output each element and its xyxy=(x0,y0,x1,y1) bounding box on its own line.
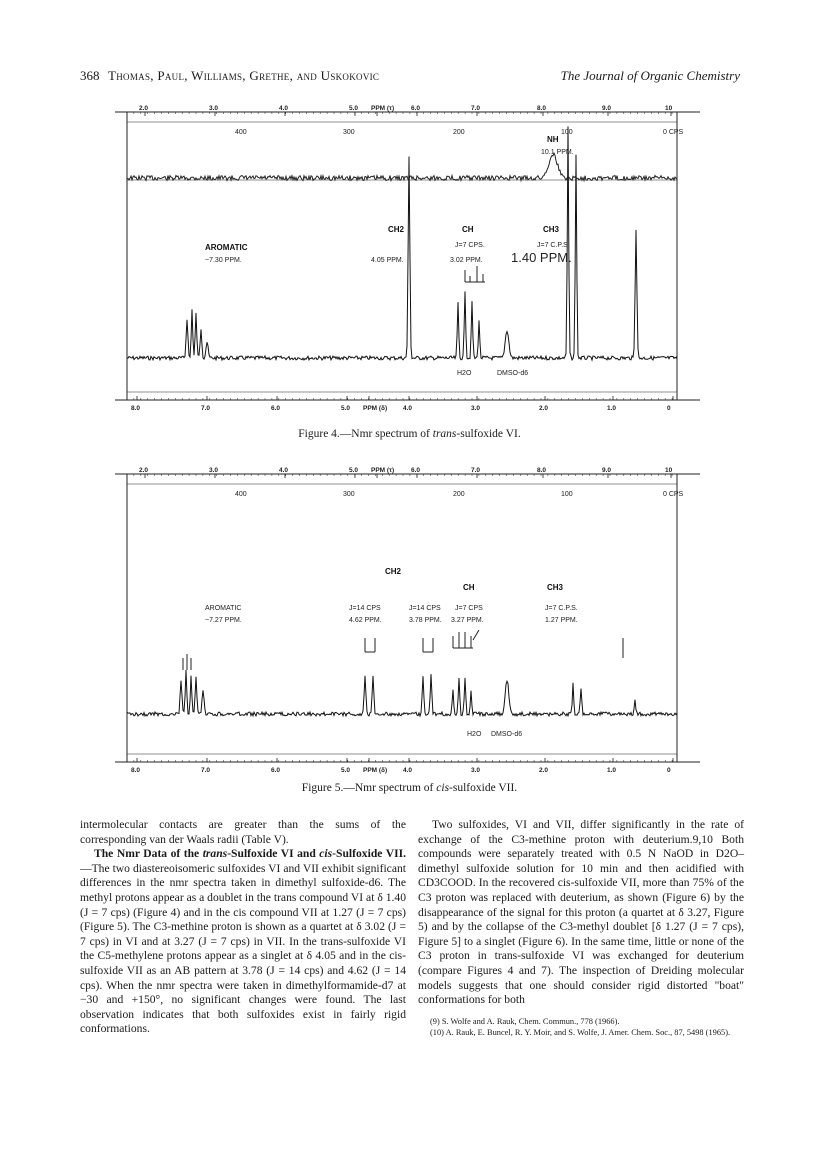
figure-4-svg xyxy=(115,100,700,418)
top-tick-label: PPM (τ) xyxy=(371,105,395,112)
top-tick-label: 7.0 xyxy=(471,467,481,474)
top-tick-label: 8.0 xyxy=(537,105,547,112)
top-tick-label: 2.0 xyxy=(139,105,149,112)
top-tick-label: 5.0 xyxy=(349,105,359,112)
figure-5-bottom-axis xyxy=(127,758,673,774)
running-header xyxy=(80,68,740,88)
caption-compound: trans xyxy=(432,428,457,440)
top-tick-label: 9.0 xyxy=(602,467,612,474)
figure-4-caption xyxy=(0,428,819,440)
bottom-tick-label: 7.0 xyxy=(201,405,211,412)
section-paragraph xyxy=(80,847,406,1037)
hz-tick-label: 200 xyxy=(453,491,465,498)
page-number: 368 xyxy=(80,68,100,83)
bottom-tick-label: 8.0 xyxy=(131,405,141,412)
caption-compound: cis xyxy=(436,782,450,794)
top-tick-label: 10 xyxy=(665,105,673,112)
figure-4-top-axis xyxy=(127,105,673,116)
hz-tick-label: 400 xyxy=(235,491,247,498)
ch3-value: 1.40 PPM. xyxy=(511,250,572,265)
caption-suffix: -sulfoxide VI. xyxy=(456,428,521,440)
top-tick-label: 3.0 xyxy=(209,467,219,474)
top-tick-label: 5.0 xyxy=(349,467,359,474)
top-tick-label: 4.0 xyxy=(279,467,289,474)
figure-4-hz-axis xyxy=(235,129,684,136)
top-tick-label: 9.0 xyxy=(602,105,612,112)
ch-value: 3.27 PPM. xyxy=(451,617,484,624)
bottom-tick-label: 6.0 xyxy=(271,405,281,412)
ch-j: J=7 CPS. xyxy=(455,242,485,249)
top-tick-label: 8.0 xyxy=(537,467,547,474)
bottom-tick-label: 7.0 xyxy=(201,767,211,774)
bottom-tick-label: 0 xyxy=(667,405,671,412)
top-tick-label: 3.0 xyxy=(209,105,219,112)
bottom-tick-label: PPM (δ) xyxy=(363,767,388,774)
footnotes xyxy=(418,1016,744,1038)
ch3-label: CH3 xyxy=(543,225,560,234)
aromatic-value: ~7.27 PPM. xyxy=(205,617,242,624)
ch3-j: J=7 C.P.S. xyxy=(545,605,578,612)
dmso-label: DMSO-d6 xyxy=(491,731,523,738)
figure-5-hz-axis xyxy=(235,491,684,498)
ch2a-value: 4.62 PPM. xyxy=(349,617,382,624)
figure-5-svg xyxy=(115,462,700,780)
bottom-tick-label: PPM (δ) xyxy=(363,405,388,412)
ch3-value: 1.27 PPM. xyxy=(545,617,578,624)
right-column xyxy=(418,818,744,1038)
top-tick-label: 7.0 xyxy=(471,105,481,112)
ch2-label: CH2 xyxy=(385,567,402,576)
top-tick-label: 4.0 xyxy=(279,105,289,112)
aromatic-label: AROMATIC xyxy=(205,243,248,252)
paragraph: intermolecular contacts are greater than the sums of the corresponding van der Waals radii (Table V). xyxy=(80,818,406,846)
top-tick-label: 10 xyxy=(665,467,673,474)
top-tick-label: 6.0 xyxy=(411,467,421,474)
bottom-tick-label: 4.0 xyxy=(403,405,413,412)
hz-tick-label: 200 xyxy=(453,129,465,136)
bottom-tick-label: 8.0 xyxy=(131,767,141,774)
ch2b-value: 3.78 PPM. xyxy=(409,617,442,624)
nh-label: NH xyxy=(547,135,559,144)
bottom-tick-label: 2.0 xyxy=(539,767,549,774)
figure-5-spectrum-trace xyxy=(127,670,677,716)
section-heading: -Sulfoxide VII. xyxy=(332,847,406,861)
caption-prefix: Figure 5.—Nmr spectrum of xyxy=(301,782,437,794)
bottom-tick-label: 3.0 xyxy=(471,405,481,412)
aromatic-label: AROMATIC xyxy=(205,605,242,612)
bottom-tick-label: 6.0 xyxy=(271,767,281,774)
top-tick-label: PPM (τ) xyxy=(371,467,395,474)
footnote-9: (9) S. Wolfe and A. Rauk, Chem. Commun., 778 (1966). xyxy=(430,1016,620,1026)
ch-label: CH xyxy=(463,583,475,592)
h2o-label: H2O xyxy=(467,731,482,738)
coupling-diagrams xyxy=(183,630,623,670)
section-heading: The Nmr Data of the xyxy=(94,847,203,861)
bottom-tick-label: 0 xyxy=(667,767,671,774)
top-tick-label: 6.0 xyxy=(411,105,421,112)
section-heading-italic: trans xyxy=(202,847,228,861)
figure-5-spectrum xyxy=(115,462,700,794)
bottom-tick-label: 5.0 xyxy=(341,405,351,412)
ch3-j: J=7 C.P.S. xyxy=(537,242,570,249)
paragraph: —The two diastereoisomeric sulfoxides VI and VII exhibit significant differences in the nmr spectra taken in dimethyl sulfoxide-d6. The methyl protons appear as a doublet in the trans compound VI at δ 1.40 (J = 7 cps) (Figure 4) and in the cis compound VII at 1.27 (J = 7 cps) (Figure 5). The C3-methine proton is shown as a quartet at δ 3.02 (J = 7 cps) in VI and at 3.27 (J = 7 cps) in VII. In the trans-sulfoxide VI the C5-methylene protons appear as a singlet at δ 4.05 and in the cis-sulfoxide VII as an AB pattern at 3.78 (J = 14 cps) and 4.62 (J = 14 cps). When the nmr spectra were taken in dimethylformamide-d7 at −30 and +150°, no significant changes were found. The last observation indicates that both sulfoxides exist in fairly rigid conformations. xyxy=(80,861,406,1036)
section-heading-italic: cis xyxy=(319,847,333,861)
author-list: Thomas, Paul, Williams, Grethe, and Uskokovic xyxy=(108,68,380,83)
bottom-tick-label: 2.0 xyxy=(539,405,549,412)
ch-quartet-diagram xyxy=(465,266,485,282)
bottom-tick-label: 4.0 xyxy=(403,767,413,774)
ch-value: 3.02 PPM. xyxy=(450,257,483,264)
bottom-tick-label: 3.0 xyxy=(471,767,481,774)
left-column xyxy=(80,818,406,1037)
ch-label: CH xyxy=(462,225,474,234)
caption-suffix: -sulfoxide VII. xyxy=(449,782,518,794)
bottom-tick-label: 5.0 xyxy=(341,767,351,774)
hz-tick-label: 0 CPS xyxy=(663,129,684,136)
ch2b-j: J=14 CPS xyxy=(409,605,441,612)
figure-5-caption xyxy=(0,782,819,794)
figure-4-integral-trace xyxy=(127,153,677,180)
ch3-label: CH3 xyxy=(547,583,564,592)
top-tick-label: 2.0 xyxy=(139,467,149,474)
dmso-label: DMSO-d6 xyxy=(497,370,529,377)
bottom-tick-label: 1.0 xyxy=(607,405,617,412)
hz-tick-label: 100 xyxy=(561,129,573,136)
bottom-tick-label: 1.0 xyxy=(607,767,617,774)
figure-5-top-axis xyxy=(127,467,673,478)
footnote-10: (10) A. Rauk, E. Buncel, R. Y. Moir, and S. Wolfe, J. Amer. Chem. Soc., 87, 5498 (1965). xyxy=(430,1027,731,1037)
nh-value: 10.1 PPM. xyxy=(541,149,574,156)
hz-tick-label: 0 CPS xyxy=(663,491,684,498)
h2o-label: H2O xyxy=(457,370,472,377)
figure-4-bottom-axis xyxy=(127,396,673,412)
hz-tick-label: 300 xyxy=(343,491,355,498)
journal-title: The Journal of Organic Chemistry xyxy=(560,68,740,83)
ch2a-j: J=14 CPS xyxy=(349,605,381,612)
section-heading: -Sulfoxide VI and xyxy=(227,847,320,861)
figure-4-spectrum xyxy=(115,100,700,440)
hz-tick-label: 300 xyxy=(343,129,355,136)
hz-tick-label: 400 xyxy=(235,129,247,136)
aromatic-value: ~7.30 PPM. xyxy=(205,257,242,264)
ch-j: J=7 CPS xyxy=(455,605,483,612)
ch2-value: 4.05 PPM. xyxy=(371,257,404,264)
hz-tick-label: 100 xyxy=(561,491,573,498)
ch2-label: CH2 xyxy=(388,225,405,234)
paragraph: Two sulfoxides, VI and VII, differ significantly in the rate of exchange of the C3-methine proton with deuterium.9,10 Both compounds were separately treated with 0.5 N NaOD in D2O–dimethyl sulfoxide solution for 10 min and then acidified with CD3COOD. In the recovered cis-sulfoxide VII, more than 75% of the C3 proton was replaced with deuterium, as shown (Figure 6) by the disappearance of the signal for this proton (a quartet at δ 3.27, Figure 5) and by the collapse of the C3-methyl doublet [δ 1.27 (J = 7 cps), Figure 5] to a singlet (Figure 6). In the same time, little or none of the C3 proton in trans-sulfoxide VI was exchanged for deuterium (compare Figures 4 and 7). The inspection of Dreiding molecular models suggests that one should consider rigid distorted "boat" conformations for both xyxy=(418,818,744,1007)
caption-prefix: Figure 4.—Nmr spectrum of xyxy=(298,428,433,440)
